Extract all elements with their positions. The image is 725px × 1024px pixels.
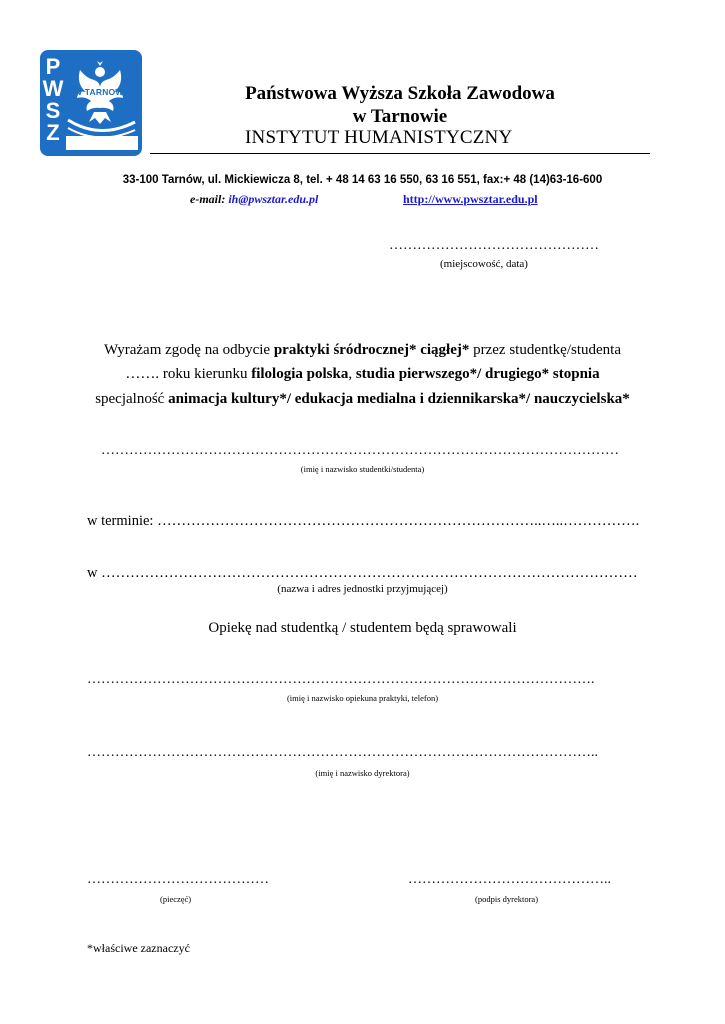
student-name-field[interactable]: ………………………………………………………………………………………………… — [101, 443, 619, 458]
place-date-label: (miejscowość, data) — [440, 258, 528, 270]
address-line: 33-100 Tarnów, ul. Mickiewicza 8, tel. + 48 14 63 16 550, 63 16 551, fax:+ 48 (14)63-16-600 — [122, 174, 603, 186]
svg-text:S: S — [45, 98, 61, 123]
director-label: (imię i nazwisko dyrektora) — [315, 768, 410, 778]
care-heading: Opiekę nad studentką / studentem będą sprawowali — [208, 620, 517, 636]
website-link[interactable]: http://www.pwsztar.edu.pl — [403, 192, 538, 206]
stamp-label: (pieczęć) — [160, 894, 192, 904]
institute-name: INSTYTUT HUMANISTYCZNY — [245, 127, 513, 148]
logo-city-text: W TARNOWIE — [73, 87, 133, 97]
website-line — [403, 192, 538, 207]
student-name-label: (imię i nazwisko studentki/studenta) — [300, 464, 425, 474]
footnote: *właściwe zaznaczyć — [87, 941, 190, 955]
consent-line-3 — [0, 391, 725, 408]
email-link[interactable]: ih@pwsztar.edu.pl — [228, 192, 319, 206]
supervisor-field[interactable]: ………………………………………………………………………………………………. — [87, 672, 595, 687]
svg-text:P: P — [45, 54, 61, 79]
school-name: Państwowa Wyższa Szkoła Zawodowa — [245, 83, 555, 104]
school-city: w Tarnowie — [352, 106, 448, 127]
supervisor-label: (imię i nazwisko opiekuna praktyki, telefon) — [286, 693, 439, 703]
svg-text:Z: Z — [46, 120, 60, 145]
pwsz-logo — [40, 50, 142, 156]
unit-label: (nazwa i adres jednostki przyjmującej) — [277, 583, 448, 595]
signature-field[interactable]: …………………………………….. — [408, 872, 611, 887]
consent-3b: animacja kultury*/ edukacja medialna i dziennikarska*/ nauczycielska* — [168, 391, 630, 407]
consent-2d: studia pierwszego*/ drugiego* stopnia — [355, 366, 600, 382]
contact-line — [190, 192, 318, 207]
consent-1c: przez studentkę/studenta — [469, 342, 621, 358]
unit-field[interactable]: w ………………………………………………………………………………………………… — [87, 565, 638, 581]
consent-line-1 — [0, 342, 725, 359]
svg-text:W: W — [42, 76, 64, 101]
consent-3a: specjalność — [95, 391, 169, 407]
consent-2c: , — [348, 366, 356, 382]
email-label: e-mail: — [190, 192, 226, 206]
term-field[interactable]: w terminie: ……………………………………………………………………..…..……………. — [87, 513, 640, 529]
signature-label: (podpis dyrektora) — [475, 894, 539, 904]
consent-2a: ……. roku kierunku — [125, 366, 252, 382]
consent-1a: Wyrażam zgodę na odbycie — [103, 342, 274, 358]
place-date-dots[interactable]: ……………………………………… — [389, 238, 599, 253]
header-divider — [150, 153, 650, 154]
director-field[interactable]: ……………………………………………………………………………………………….. — [87, 745, 598, 760]
consent-line-2 — [0, 366, 725, 383]
consent-1b: praktyki śródrocznej* ciągłej* — [273, 342, 470, 358]
consent-2b: filologia polska — [251, 366, 349, 382]
stamp-field[interactable]: ………………………………… — [87, 872, 269, 887]
